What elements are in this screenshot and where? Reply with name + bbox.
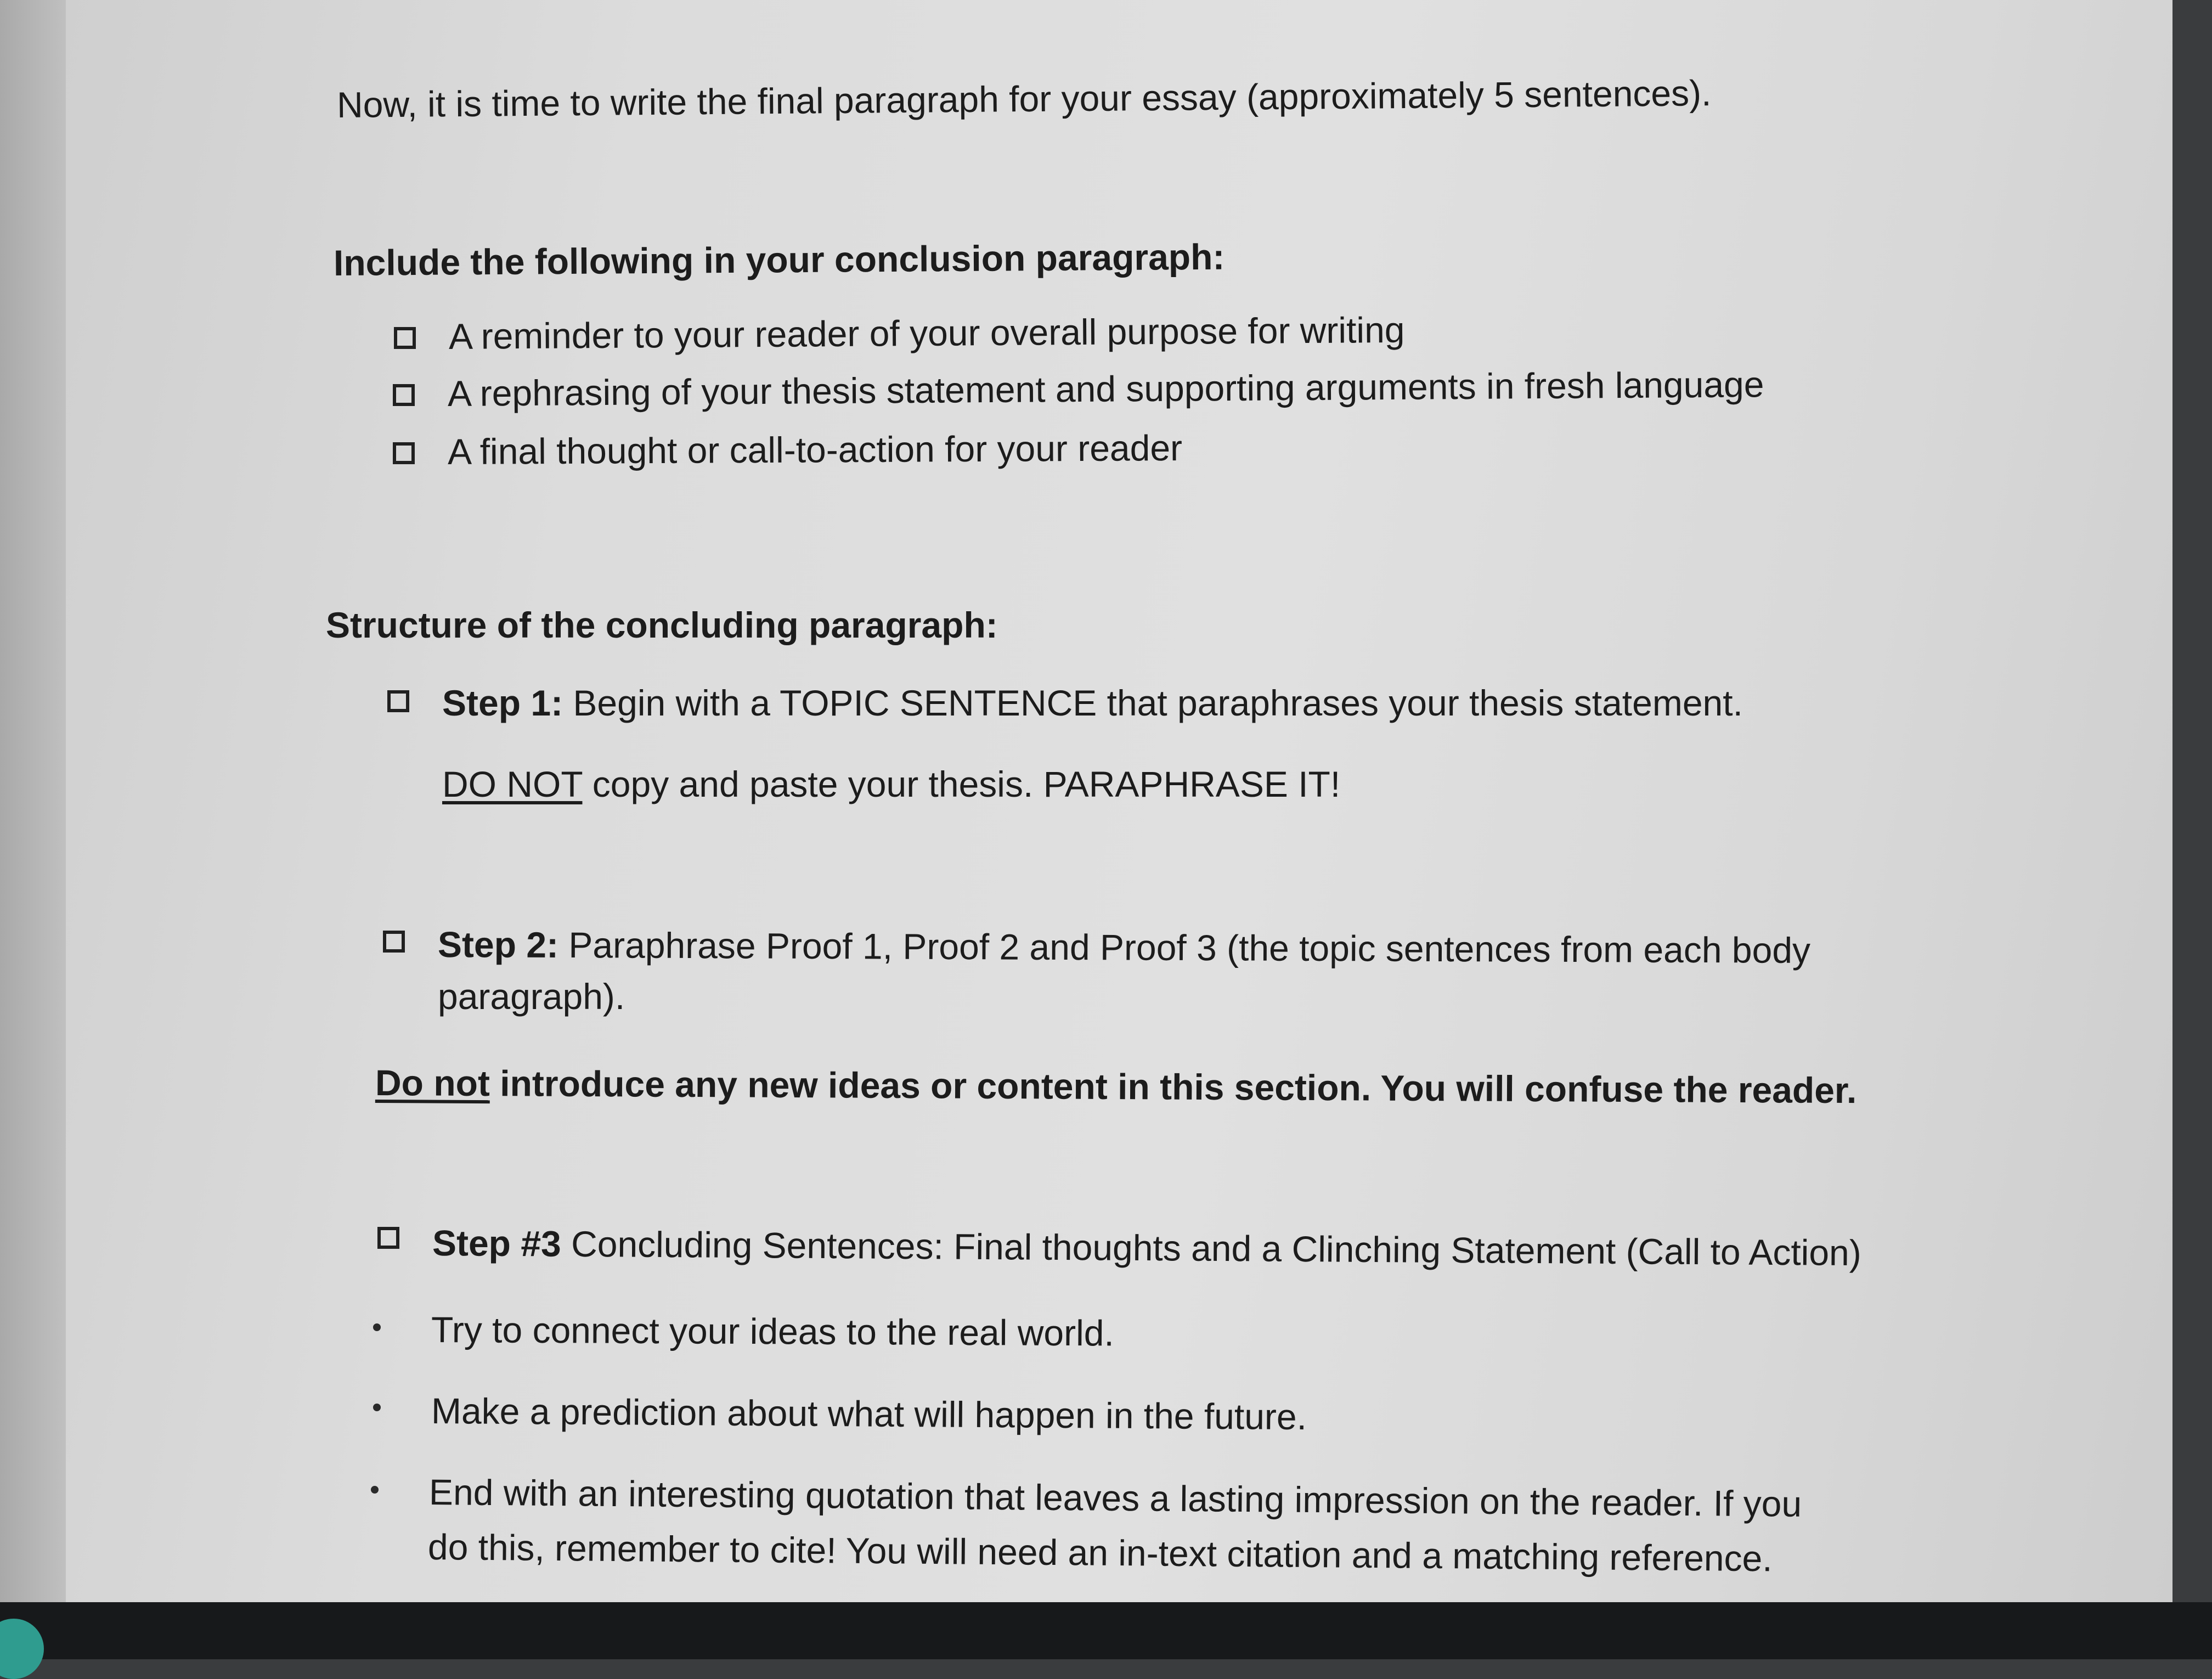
checkbox-step2[interactable]: [383, 931, 405, 953]
checkbox-rephrasing[interactable]: [393, 384, 415, 406]
checkbox-step3[interactable]: [377, 1227, 399, 1249]
include-item-final-thought: A final thought or call-to-action for your reader: [447, 427, 1183, 472]
step3-text: Concluding Sentences: Final thoughts and a Clinching Statement (Call to Action): [561, 1223, 1862, 1274]
bullet-dot: [371, 1486, 379, 1494]
checkbox-final-thought[interactable]: [393, 442, 415, 464]
bullet-dot: [373, 1404, 381, 1411]
checkbox-purpose[interactable]: [394, 327, 416, 349]
step2-note-underlined: Do not: [375, 1062, 490, 1104]
step2-text-line2: paragraph).: [438, 976, 625, 1017]
step1-text: Begin with a TOPIC SENTENCE that paraphrases your thesis statement.: [563, 683, 1743, 723]
screen-left-edge: [0, 0, 66, 1602]
step2-note: [375, 1060, 1857, 1113]
include-heading: Include the following in your conclusion paragraph:: [333, 236, 1225, 283]
step3-bullet-real-world: Try to connect your ideas to the real world.: [431, 1309, 1115, 1354]
step3-bullet-quotation: End with an interesting quotation that leaves a lasting impression on the reader. If you: [428, 1472, 1802, 1524]
checkbox-step1[interactable]: [387, 690, 409, 712]
step1-label: Step 1:: [442, 683, 563, 723]
bullet-dot: [373, 1323, 381, 1331]
step1-line: [442, 680, 1743, 726]
step3-bullet-prediction: Make a prediction about what will happen in the future.: [431, 1390, 1307, 1438]
monitor-bezel: [0, 1602, 2212, 1659]
intro-text: Now, it is time to write the final paragraph for your essay (approximately 5 sentences).: [336, 72, 1712, 125]
step2-label: Step 2:: [437, 924, 559, 965]
step3-label: Step #3: [432, 1222, 562, 1264]
step1-note-rest: copy and paste your thesis. PARAPHRASE IT!: [582, 764, 1341, 804]
step1-note: [442, 762, 1340, 807]
step2-note-rest: introduce any new ideas or content in this section. You will confuse the reader.: [489, 1063, 1857, 1111]
step2-text: Paraphrase Proof 1, Proof 2 and Proof 3 (the topic sentences from each body: [558, 924, 1811, 971]
include-item-purpose: A reminder to your reader of your overall purpose for writing: [448, 309, 1405, 357]
step3-bullet-quotation-line2: do this, remember to cite! You will need an in-text citation and a matching reference.: [427, 1526, 1773, 1579]
structure-heading: Structure of the concluding paragraph:: [326, 605, 998, 645]
step1-note-underlined: DO NOT: [442, 764, 583, 804]
step2-line: [438, 922, 1810, 973]
include-item-rephrasing: A rephrasing of your thesis statement and supporting arguments in fresh language: [447, 364, 1764, 414]
